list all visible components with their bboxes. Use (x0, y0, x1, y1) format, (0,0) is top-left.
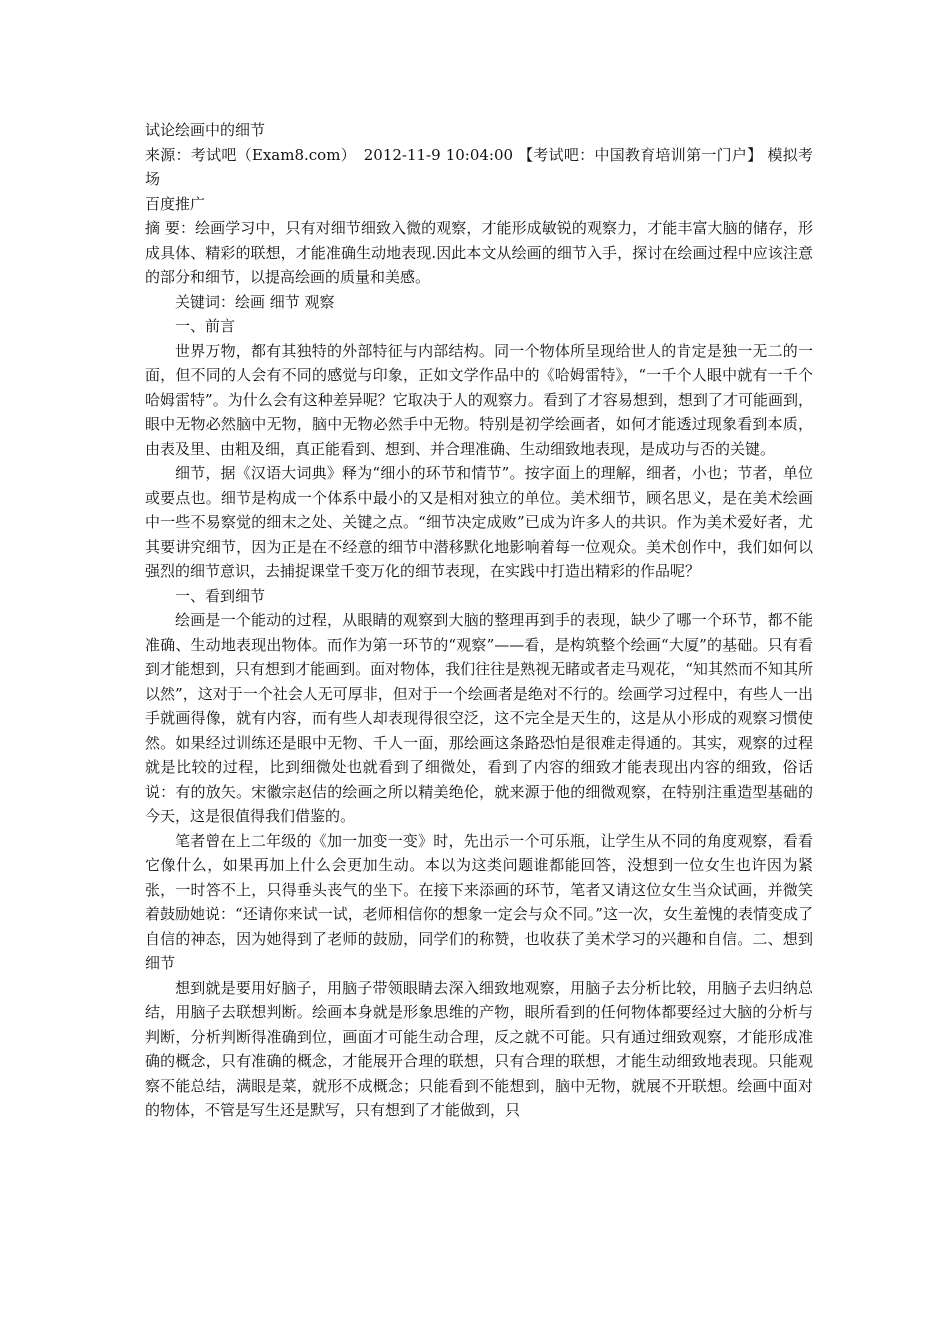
section-heading-see: 一、看到细节 (175, 586, 266, 605)
article-title: 试论绘画中的细节 (145, 121, 266, 139)
body-paragraph: 绘画是一个能动的过程，从眼睛的观察到大脑的整理再到手的表现，缺少了哪一个环节，都不能准确、生动地表现出物体。而作为第一环节的“观察”——看，是构筑整个绘画“大厦”的基础。只有看到才能想到，只有想到才能画到。面对物体，我们往往是熟视无睹或者走马观花，“知其然而不知其所以然”，这对于一个社会人无可厚非，但对于一个绘画者是绝对不行的。绘画学习过程中，有些人一出手就画得像，就有内容，而有些人却表现得很空泛，这不完全是天生的，这是从小形成的观察习惯使然。如果经过训练还是眼中无物、千人一面，那绘画这条路恐怕是很难走得通的。其实，观察的过程就是比较的过程，比到细微处也就看到了细微处，看到了内容的细致才能表现出内容的细致，俗话说：有的放矢。宋徽宗赵佶的绘画之所以精美绝伦，就来源于他的细微观察，在特别注重造型基础的今天，这是很值得我们借鉴的。 (145, 611, 813, 825)
body-paragraph: 想到就是要用好脑子，用脑子带领眼睛去深入细致地观察，用脑子去分析比较，用脑子去归纳总结，用脑子去联想判断。绘画本身就是形象思维的产物，眼所看到的任何物体都要经过大脑的分析与判断，分析判断得准确到位，画面才可能生动合理，反之就不可能。只有通过细致观察，才能形成准确的概念，只有准确的概念，才能展开合理的联想，只有合理的联想，才能生动细致地表现。只能观察不能总结，满眼是菜，就形不成概念；只能看到不能想到，脑中无物，就展不开联想。绘画中面对的物体，不管是写生还是默写，只有想到了才能做到，只 (145, 978, 813, 1119)
document-page (145, 118, 813, 1123)
body-paragraph: 细节，据《汉语大词典》释为“细小的环节和情节”。按字面上的理解，细者，小也；节者，单位或要点也。细节是构成一个体系中最小的又是相对独立的单位。美术细节，顾名思义，是在美术绘画中一些不易察觉的细末之处、关键之点。“细节决定成败”已成为许多人的共识。作为美术爱好者，尤其要讲究细节，因为正是在不经意的细节中潜移默化地影响着每一位观众。美术创作中，我们如何以强烈的细节意识，去捕捉课堂千变万化的细节表现，在实践中打造出精彩的作品呢？ (145, 464, 813, 580)
body-paragraph: 笔者曾在上二年级的《加一加变一变》时，先出示一个可乐瓶，让学生从不同的角度观察，看看它像什么，如果再加上什么会更加生动。本以为这类问题谁都能回答，没想到一位女生也许因为紧张，一时答不上，只得垂头丧气的坐下。在接下来添画的环节，笔者又请这位女生当众试画，并微笑着鼓励她说：“还请你来试一试，老师相信你的想象一定会与众不同。”这一次，女生羞愧的表情变成了自信的神态，因为她得到了老师的鼓励，同学们的称赞，也收获了美术学习的兴趣和自信。二、想到细节 (145, 831, 813, 972)
body-paragraph: 世界万物，都有其独特的外部特征与内部结构。同一个物体所呈现给世人的肯定是独一无二的一面，但不同的人会有不同的感觉与印象，正如文学作品中的《哈姆雷特》，“一千个人眼中就有一千个哈姆雷特”。为什么会有这种差异呢？它取决于人的观察力。看到了才容易想到，想到了才可能画到，眼中无物必然脑中无物，脑中无物必然手中无物。特别是初学绘画者，如何才能透过现象看到本质，由表及里、由粗及细，真正能看到、想到、并合理准确、生动细致地表现，是成功与否的关键。 (145, 341, 813, 458)
keywords-line: 关键词：绘画 细节 观察 (175, 292, 335, 311)
promo-link[interactable]: 百度推广 (145, 194, 206, 213)
source-line: 来源：考试吧（Exam8.com） 2012-11-9 10:04:00 【考试吧：中国教育培训第一门户】 模拟考场 (145, 145, 813, 188)
section-heading-preface: 一、前言 (175, 317, 236, 335)
abstract-paragraph: 摘 要：绘画学习中，只有对细节细致入微的观察，才能形成敏锐的观察力，才能丰富大脑的储存，形成具体、精彩的联想，才能准确生动地表现.因此本文从绘画的细节入手，探讨在绘画过程中应该注意的部分和细节，以提高绘画的质量和美感。 (145, 219, 813, 286)
